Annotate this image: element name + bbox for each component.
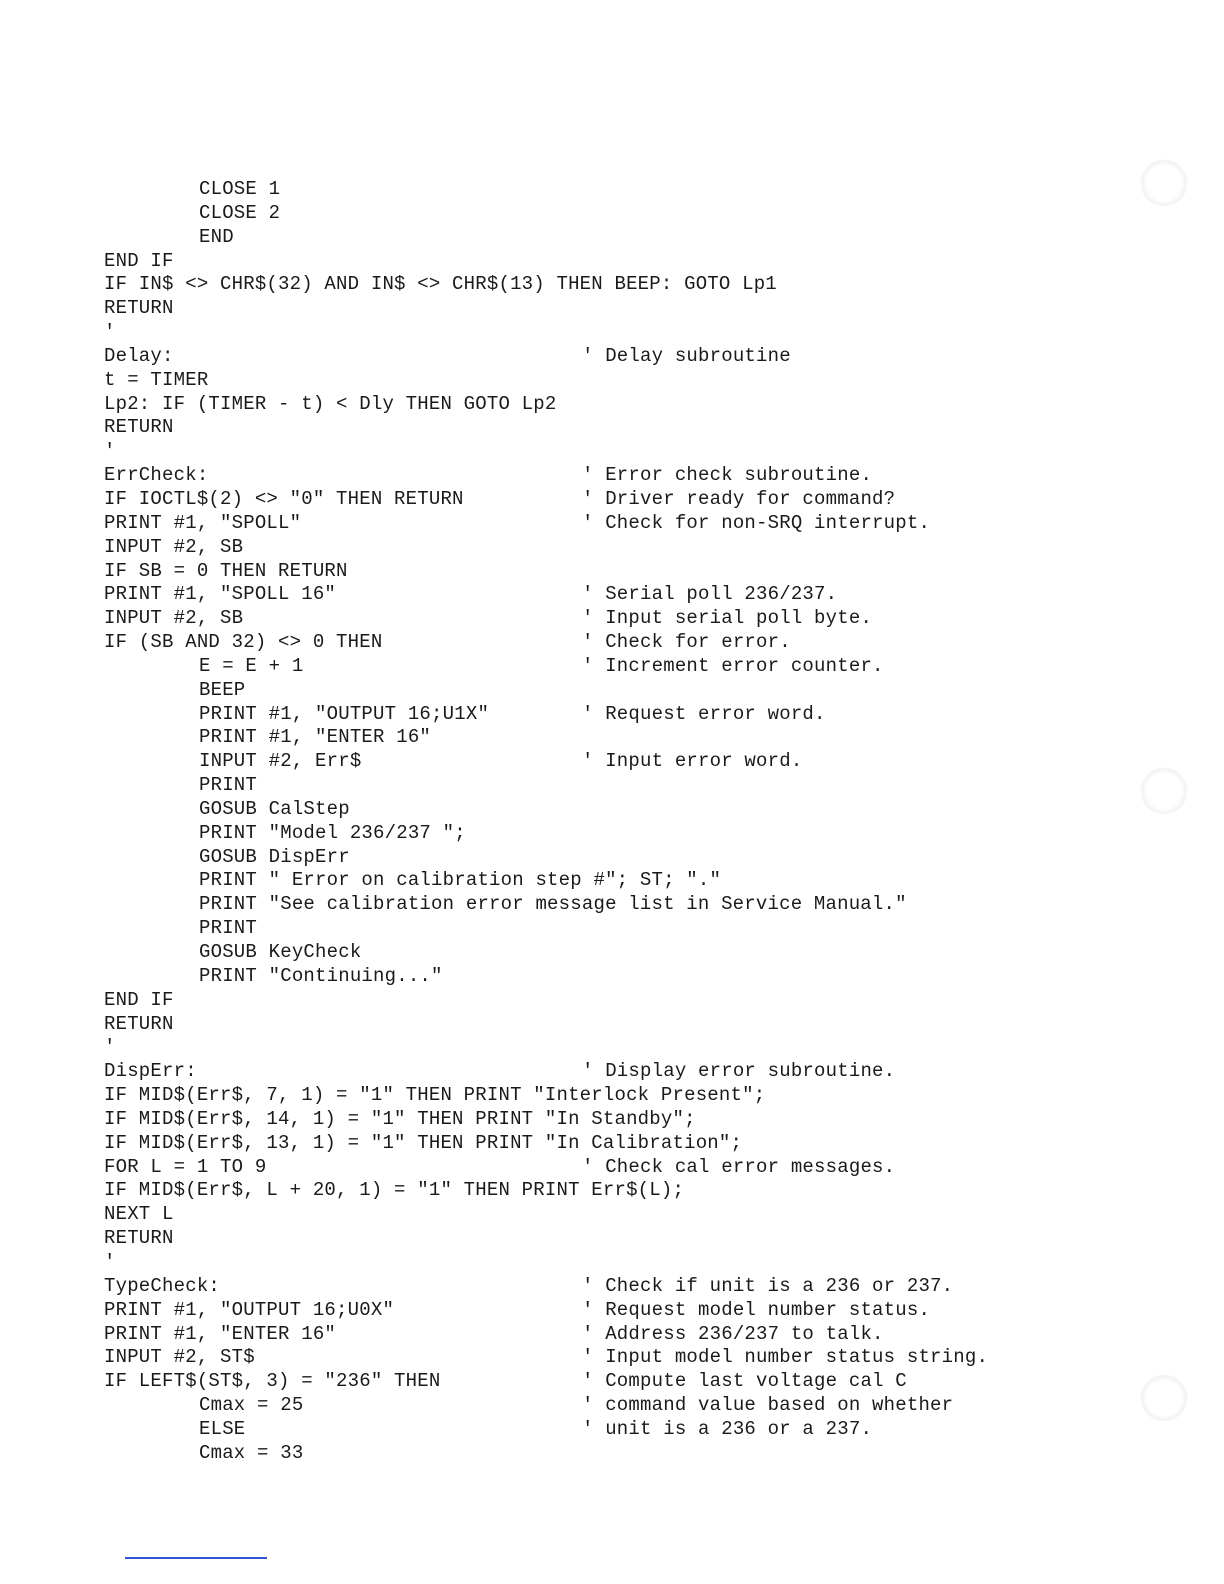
code-text: '	[104, 440, 116, 463]
code-line	[104, 869, 1104, 893]
code-text: END IF	[104, 988, 174, 1011]
code-comment: ' Check cal error messages.	[582, 1155, 896, 1178]
code-line	[104, 822, 1104, 846]
code-line	[104, 965, 1104, 989]
code-comment: ' Check for non-SRQ interrupt.	[582, 511, 931, 534]
code-text: END IF	[104, 249, 174, 272]
code-line	[104, 369, 1104, 393]
code-text: PRINT #1, "OUTPUT 16;U1X"	[199, 702, 490, 725]
code-line	[104, 679, 1104, 703]
code-text: RETURN	[104, 1012, 174, 1035]
code-line	[104, 774, 1104, 798]
code-text: PRINT #1, "ENTER 16"	[199, 726, 432, 749]
code-text: DispErr:	[104, 1060, 197, 1083]
code-text: t = TIMER	[104, 368, 209, 391]
code-text: PRINT	[199, 774, 258, 797]
code-text: PRINT "Model 236/237 ";	[199, 821, 466, 844]
code-text: INPUT #2, SB	[104, 535, 244, 558]
code-line	[104, 1036, 1104, 1060]
code-text: BEEP	[199, 678, 246, 701]
code-line	[104, 1084, 1104, 1108]
code-comment: ' Input error word.	[582, 750, 803, 773]
code-text: Cmax = 25	[199, 1394, 304, 1417]
code-line	[104, 703, 1104, 727]
code-comment: ' Display error subroutine.	[582, 1060, 896, 1083]
code-comment: ' Request model number status.	[582, 1298, 931, 1321]
code-line	[104, 1227, 1104, 1251]
code-text: RETURN	[104, 1227, 174, 1250]
code-line	[104, 393, 1104, 417]
code-comment: ' Address 236/237 to talk.	[582, 1322, 884, 1345]
code-line	[104, 607, 1104, 631]
code-line	[104, 1418, 1104, 1442]
code-line	[104, 536, 1104, 560]
code-line	[104, 250, 1104, 274]
code-line	[104, 750, 1104, 774]
code-text: '	[104, 1036, 116, 1059]
code-line	[104, 1346, 1104, 1370]
code-line	[104, 1132, 1104, 1156]
code-text: CLOSE 1	[199, 178, 281, 200]
code-text: PRINT	[199, 917, 258, 940]
code-line	[104, 846, 1104, 870]
code-line	[104, 464, 1104, 488]
code-line	[104, 178, 1104, 202]
code-line	[104, 798, 1104, 822]
code-line	[104, 321, 1104, 345]
code-comment: ' Request error word.	[582, 702, 826, 725]
code-line	[104, 512, 1104, 536]
code-text: PRINT " Error on calibration step #"; ST; "."	[199, 869, 722, 892]
code-text: Delay:	[104, 344, 174, 367]
binder-hole-middle	[1142, 769, 1186, 813]
code-line	[104, 1394, 1104, 1418]
code-comment: ' command value based on whether	[582, 1394, 954, 1417]
code-text: RETURN	[104, 297, 174, 320]
code-line	[104, 1108, 1104, 1132]
code-line	[104, 1275, 1104, 1299]
code-text: PRINT #1, "SPOLL"	[104, 511, 302, 534]
code-listing	[104, 178, 1104, 1466]
code-line	[104, 202, 1104, 226]
code-comment: ' unit is a 236 or a 237.	[582, 1417, 873, 1440]
code-comment: ' Compute last voltage cal C	[582, 1370, 907, 1393]
code-comment: ' Delay subroutine	[582, 344, 791, 367]
code-line	[104, 1442, 1104, 1466]
code-text: END	[199, 225, 234, 248]
code-line	[104, 273, 1104, 297]
code-text: Cmax = 33	[199, 1441, 304, 1464]
code-line	[104, 1013, 1104, 1037]
code-line	[104, 1370, 1104, 1394]
code-line	[104, 1156, 1104, 1180]
code-text: TypeCheck:	[104, 1274, 221, 1297]
code-text: IF MID$(Err$, 13, 1) = "1" THEN PRINT "In Calibration";	[104, 1131, 743, 1154]
code-line	[104, 941, 1104, 965]
code-line	[104, 726, 1104, 750]
code-text: IF SB = 0 THEN RETURN	[104, 559, 348, 582]
code-line	[104, 1251, 1104, 1275]
code-comment: ' Error check subroutine.	[582, 464, 873, 487]
code-text: PRINT "See calibration error message list in Service Manual."	[199, 893, 907, 916]
code-comment: ' Increment error counter.	[582, 654, 884, 677]
code-text: IF MID$(Err$, 7, 1) = "1" THEN PRINT "Interlock Present";	[104, 1084, 766, 1107]
code-text: GOSUB KeyCheck	[199, 941, 362, 963]
code-text: RETURN	[104, 416, 174, 439]
code-line	[104, 1323, 1104, 1347]
code-text: NEXT L	[104, 1203, 174, 1226]
code-line	[104, 655, 1104, 679]
code-text: IF MID$(Err$, 14, 1) = "1" THEN PRINT "In Standby";	[104, 1107, 696, 1130]
code-text: Lp2: IF (TIMER - t) < Dly THEN GOTO Lp2	[104, 392, 557, 415]
code-text: PRINT "Continuing..."	[199, 964, 443, 987]
code-text: CLOSE 2	[199, 201, 281, 224]
code-text: IF (SB AND 32) <> 0 THEN	[104, 631, 383, 654]
code-line	[104, 583, 1104, 607]
code-line	[104, 631, 1104, 655]
code-text: INPUT #2, SB	[104, 607, 244, 630]
code-comment: ' Check if unit is a 236 or 237.	[582, 1274, 954, 1297]
code-line	[104, 226, 1104, 250]
code-text: ELSE	[199, 1417, 246, 1440]
code-comment: ' Serial poll 236/237.	[582, 583, 838, 606]
binder-hole-top	[1142, 161, 1186, 205]
code-line	[104, 1299, 1104, 1323]
code-line	[104, 560, 1104, 584]
code-text: INPUT #2, Err$	[199, 750, 362, 773]
code-line	[104, 488, 1104, 512]
code-line	[104, 345, 1104, 369]
code-line	[104, 989, 1104, 1013]
footer-rule	[125, 1557, 267, 1559]
code-text: ErrCheck:	[104, 464, 209, 487]
code-line	[104, 1203, 1104, 1227]
code-text: IF IN$ <> CHR$(32) AND IN$ <> CHR$(13) THEN BEEP: GOTO Lp1	[104, 273, 777, 296]
code-line	[104, 917, 1104, 941]
code-text: IF LEFT$(ST$, 3) = "236" THEN	[104, 1370, 441, 1393]
code-text: PRINT #1, "ENTER 16"	[104, 1322, 337, 1345]
code-text: IF IOCTL$(2) <> "0" THEN RETURN	[104, 487, 464, 510]
code-text: GOSUB CalStep	[199, 797, 350, 820]
code-line	[104, 297, 1104, 321]
code-line	[104, 416, 1104, 440]
code-line	[104, 1179, 1104, 1203]
code-text: PRINT #1, "OUTPUT 16;U0X"	[104, 1298, 395, 1321]
code-text: FOR L = 1 TO 9	[104, 1155, 267, 1178]
code-text: GOSUB DispErr	[199, 845, 350, 868]
code-text: INPUT #2, ST$	[104, 1346, 255, 1369]
code-text: '	[104, 1250, 116, 1273]
code-comment: ' Check for error.	[582, 631, 791, 654]
code-text: '	[104, 321, 116, 344]
code-line	[104, 440, 1104, 464]
binder-hole-bottom	[1142, 1376, 1186, 1420]
code-comment: ' Input serial poll byte.	[582, 607, 873, 630]
code-line	[104, 1060, 1104, 1084]
code-line	[104, 893, 1104, 917]
code-text: PRINT #1, "SPOLL 16"	[104, 583, 337, 606]
code-text: IF MID$(Err$, L + 20, 1) = "1" THEN PRINT Err$(L);	[104, 1179, 685, 1202]
code-comment: ' Input model number status string.	[582, 1346, 989, 1369]
code-comment: ' Driver ready for command?	[582, 487, 896, 510]
code-text: E = E + 1	[199, 654, 304, 677]
